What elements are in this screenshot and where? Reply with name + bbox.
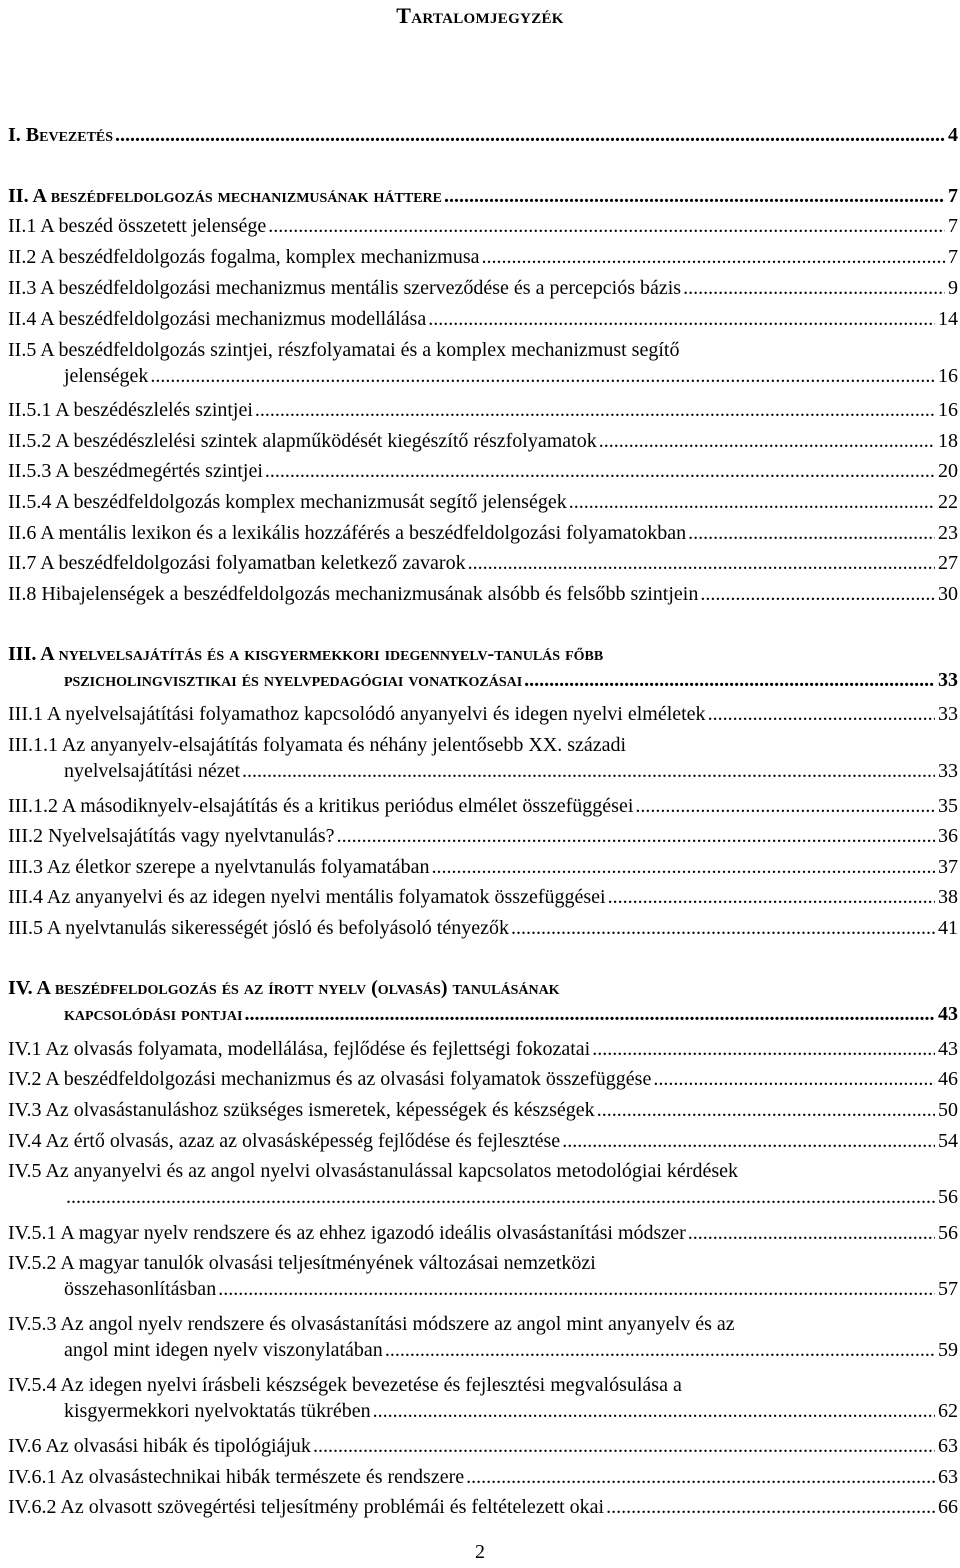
toc-page-number: 56 — [938, 1186, 958, 1208]
dot-leader — [242, 758, 935, 784]
dot-leader — [313, 1433, 935, 1459]
toc-entry-title: III.3 Az életkor szerepe a nyelvtanulás folyamatában — [8, 856, 430, 878]
toc-page-number: 50 — [938, 1099, 958, 1121]
toc-entry-title: II.5.4 A beszédfeldolgozás komplex mechanizmusát segítő jelenségek — [8, 491, 567, 513]
toc-entry[interactable] — [8, 244, 958, 270]
toc-entry-title: II.5.1 A beszédészlelés szintjei — [8, 399, 253, 421]
dot-leader — [511, 915, 935, 941]
toc-page-number: 16 — [938, 365, 958, 387]
toc-entry[interactable] — [8, 854, 958, 880]
toc-page-number: 37 — [938, 856, 958, 878]
toc-entry-title: II.8 Hibajelenségek a beszédfeldolgozás mechanizmusának alsóbb és felsőbb szintjein — [8, 583, 699, 605]
toc-page-number: 38 — [938, 886, 958, 908]
toc-entry[interactable] — [8, 581, 958, 607]
toc-entry-title: II.7 A beszédfeldolgozási folyamatban keletkező zavarok — [8, 552, 466, 574]
toc-entry[interactable] — [8, 1433, 958, 1459]
toc-entry[interactable] — [8, 397, 958, 423]
toc-entry-title: III.1.1 Az anyanyelv-elsajátítás folyamata és néhány jelentősebb XX. századi — [8, 734, 627, 756]
toc-page-number: 7 — [948, 185, 958, 207]
toc-entry[interactable] — [8, 1066, 958, 1092]
toc-entry[interactable] — [8, 1464, 958, 1490]
toc-entry-title: III.2 Nyelvelsajátítás vagy nyelvtanulás? — [8, 825, 335, 847]
toc-entry[interactable] — [8, 520, 958, 546]
toc-page-number: 7 — [948, 246, 958, 268]
toc-entry[interactable] — [8, 122, 958, 148]
toc-entry-title: III. A nyelvelsajátítás és a kisgyermekkori idegennyelv-tanulás főbb — [8, 643, 604, 665]
toc-entry[interactable] — [8, 1494, 958, 1520]
dot-leader — [606, 1494, 935, 1520]
dot-leader — [569, 489, 935, 515]
page-number: 2 — [475, 1541, 485, 1563]
toc-entry-title: IV.6 Az olvasási hibák és tipológiájuk — [8, 1435, 311, 1457]
toc-page-number: 63 — [938, 1435, 958, 1457]
toc-page-number: 56 — [938, 1222, 958, 1244]
dot-leader — [653, 1066, 935, 1092]
toc-entry-title: IV.3 Az olvasástanuláshoz szükséges ismeretek, képességek és készségek — [8, 1099, 595, 1121]
toc-entry[interactable] — [8, 1250, 958, 1302]
toc-entry[interactable] — [8, 1220, 958, 1246]
toc-page-number: 23 — [938, 522, 958, 544]
toc-entry-title-continuation: összehasonlításban — [64, 1278, 217, 1300]
toc-page-number: 20 — [938, 460, 958, 482]
toc-page-number: 43 — [938, 1038, 958, 1060]
toc-entry-title: II.3 A beszédfeldolgozási mechanizmus mentális szerveződése és a percepciós bázis — [8, 277, 682, 299]
dot-leader — [150, 363, 935, 389]
toc-entry-title: IV.4 Az értő olvasás, azaz az olvasásképesség fejlődése és fejlesztése — [8, 1130, 561, 1152]
toc-page-number: 30 — [938, 583, 958, 605]
dot-leader — [268, 213, 945, 239]
toc-entry[interactable] — [8, 793, 958, 819]
toc-page-number: 35 — [938, 795, 958, 817]
dot-leader — [688, 1220, 935, 1246]
dot-leader — [700, 581, 935, 607]
toc-entry-title: III.4 Az anyanyelvi és az idegen nyelvi mentális folyamatok összefüggései — [8, 886, 606, 908]
toc-entry[interactable] — [8, 1372, 958, 1424]
dot-leader — [218, 1276, 935, 1302]
toc-entry-title: II. A beszédfeldolgozás mechanizmusának háttere — [8, 185, 442, 207]
toc-entry[interactable] — [8, 1311, 958, 1363]
toc-entry[interactable] — [8, 975, 958, 1027]
toc-entry[interactable] — [8, 550, 958, 576]
dot-leader — [466, 1464, 935, 1490]
toc-entry[interactable] — [8, 489, 958, 515]
toc-page-number: 7 — [948, 215, 958, 237]
dot-leader — [683, 275, 945, 301]
toc-entry[interactable] — [8, 306, 958, 332]
toc-entry-title: I. Bevezetés — [8, 124, 114, 146]
dot-leader — [608, 884, 935, 910]
toc-page-number: 66 — [938, 1496, 958, 1518]
toc-entry-title: IV.6.2 Az olvasott szövegértési teljesítmény problémái és feltételezett okai — [8, 1496, 605, 1518]
toc-entry-title-continuation: kisgyermekkori nyelvoktatás tükrében — [64, 1400, 371, 1422]
toc-page-number: 9 — [948, 277, 958, 299]
dot-leader — [431, 854, 935, 880]
toc-page-number: 46 — [938, 1068, 958, 1090]
toc-entry-title-continuation: nyelvelsajátítási nézet — [64, 760, 241, 782]
dot-leader — [66, 1184, 935, 1210]
toc-page-number: 16 — [938, 399, 958, 421]
dot-leader — [444, 183, 945, 209]
toc-entry-title-continuation: pszicholingvisztikai és nyelvpedagógiai vonatkozásai — [64, 669, 523, 691]
toc-entry[interactable] — [8, 701, 958, 727]
dot-leader — [562, 1128, 935, 1154]
dot-leader — [244, 1001, 935, 1027]
toc-page-number: 36 — [938, 825, 958, 847]
toc-page-number: 18 — [938, 430, 958, 452]
toc-entry[interactable] — [8, 458, 958, 484]
toc-entry-title: II.4 A beszédfeldolgozási mechanizmus modellálása — [8, 308, 427, 330]
toc-entry[interactable] — [8, 641, 958, 693]
toc-entry-title: II.2 A beszédfeldolgozás fogalma, komplex mechanizmusa — [8, 246, 480, 268]
dot-leader — [115, 122, 945, 148]
dot-leader — [592, 1036, 935, 1062]
toc-entry-title: II.5.2 A beszédészlelési szintek alapműködését kiegészítő részfolyamatok — [8, 430, 597, 452]
dot-leader — [524, 667, 935, 693]
toc-page-number: 41 — [938, 917, 958, 939]
toc-entry[interactable] — [8, 337, 958, 389]
toc-entry-title-continuation: kapcsolódási pontjai — [64, 1003, 243, 1025]
toc-entry[interactable] — [8, 1158, 958, 1210]
dot-leader — [337, 823, 935, 849]
toc-entry[interactable] — [8, 1128, 958, 1154]
page-title: Tartalomjegyzék — [396, 3, 564, 28]
toc-entry-title: IV.5.1 A magyar nyelv rendszere és az ehhez igazodó ideális olvasástanítási módszer — [8, 1222, 686, 1244]
toc-page-number: 33 — [938, 760, 958, 782]
toc-entry[interactable] — [8, 213, 958, 239]
toc-entry-title: III.5 A nyelvtanulás sikerességét jósló és befolyásoló tényezők — [8, 917, 509, 939]
toc-entry[interactable] — [8, 275, 958, 301]
toc-entry[interactable] — [8, 884, 958, 910]
toc-page-number: 62 — [938, 1400, 958, 1422]
toc-page-number: 33 — [938, 669, 958, 691]
toc-entry-title: II.5 A beszédfeldolgozás szintjei, részfolyamatai és a komplex mechanizmust segítő — [8, 339, 680, 361]
dot-leader — [482, 244, 945, 270]
toc-page-number: 54 — [938, 1130, 958, 1152]
dot-leader — [688, 520, 935, 546]
toc-entry-title: II.6 A mentális lexikon és a lexikális hozzáférés a beszédfeldolgozási folyamatokban — [8, 522, 687, 544]
toc-entry-title: IV. A beszédfeldolgozás és az írott nyelv (olvasás) tanulásának — [8, 977, 560, 999]
toc-entry-title: IV.1 Az olvasás folyamata, modellálása, fejlődése és fejlettségi fokozatai — [8, 1038, 591, 1060]
dot-leader — [635, 793, 935, 819]
dot-leader — [708, 701, 935, 727]
toc-entry-title-continuation: jelenségek — [64, 365, 149, 387]
toc-entry-title: II.1 A beszéd összetett jelensége — [8, 215, 267, 237]
toc-page-number: 22 — [938, 491, 958, 513]
dot-leader — [599, 428, 935, 454]
toc-entry-title: IV.6.1 Az olvasástechnikai hibák természete és rendszere — [8, 1466, 465, 1488]
toc-entry[interactable] — [8, 823, 958, 849]
toc-entry-title: IV.2 A beszédfeldolgozási mechanizmus és az olvasási folyamatok összefüggése — [8, 1068, 652, 1090]
toc-entry[interactable] — [8, 915, 958, 941]
toc-entry[interactable] — [8, 732, 958, 784]
toc-entry-title-continuation: angol mint idegen nyelv viszonylatában — [64, 1339, 383, 1361]
toc-entry[interactable] — [8, 183, 958, 209]
dot-leader — [597, 1097, 935, 1123]
toc-entry-title: IV.5 Az anyanyelvi és az angol nyelvi olvasástanulással kapcsolatos metodológiai kérdések — [8, 1160, 738, 1182]
dot-leader — [373, 1398, 935, 1424]
toc-entry[interactable] — [8, 1036, 958, 1062]
toc-entry-title: III.1.2 A másodiknyelv-elsajátítás és a kritikus periódus elmélet összefüggései — [8, 795, 634, 817]
toc-entry-title: IV.5.3 Az angol nyelv rendszere és olvasástanítási módszere az angol mint anyanyelv és az — [8, 1313, 735, 1335]
toc-page-number: 59 — [938, 1339, 958, 1361]
toc-entry[interactable] — [8, 428, 958, 454]
toc-entry-title: IV.5.2 A magyar tanulók olvasási teljesítményének változásai nemzetközi — [8, 1252, 596, 1274]
dot-leader — [385, 1337, 935, 1363]
toc-entry-title: III.1 A nyelvelsajátítási folyamathoz kapcsolódó anyanyelvi és idegen nyelvi elméletek — [8, 703, 706, 725]
toc-page-number: 63 — [938, 1466, 958, 1488]
toc-page-number: 27 — [938, 552, 958, 574]
dot-leader — [428, 306, 935, 332]
toc-entry[interactable] — [8, 1097, 958, 1123]
dot-leader — [468, 550, 935, 576]
toc-page-number: 4 — [948, 124, 958, 146]
toc-page-number: 14 — [938, 308, 958, 330]
toc-page-number: 43 — [938, 1003, 958, 1025]
toc-page-number: 33 — [938, 703, 958, 725]
toc-entry-title: II.5.3 A beszédmegértés szintjei — [8, 460, 263, 482]
dot-leader — [265, 458, 935, 484]
dot-leader — [255, 397, 935, 423]
toc-entry-title: IV.5.4 Az idegen nyelvi írásbeli készségek bevezetése és fejlesztési megvalósulása a — [8, 1374, 682, 1396]
toc-page-number: 57 — [938, 1278, 958, 1300]
